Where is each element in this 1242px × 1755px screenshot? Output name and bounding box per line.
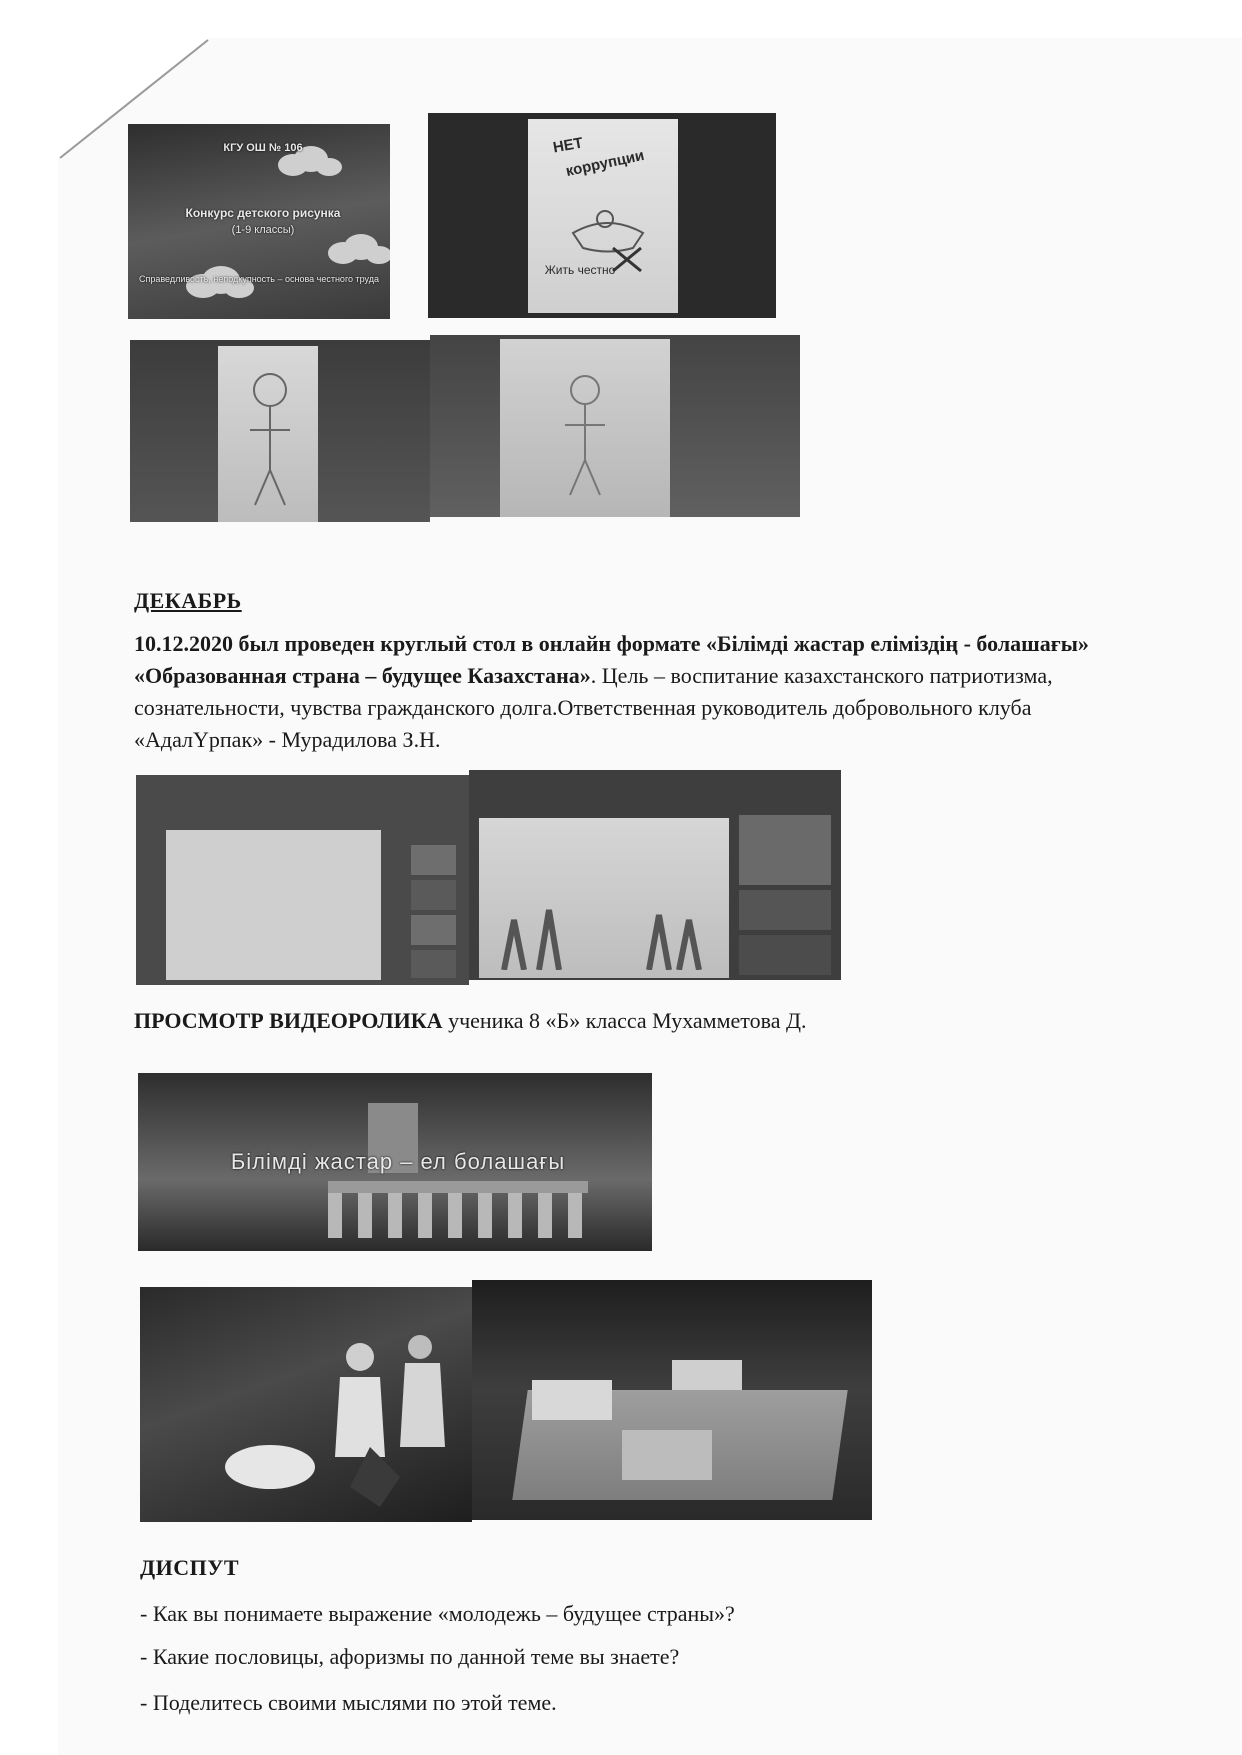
photo-video-frame <box>138 1073 652 1251</box>
dispute-question-1: - Как вы понимаете выражение «молодежь – будущее страны»? <box>140 1601 735 1626</box>
dispute-question-2: - Какие пословицы, афоризмы по данной теме вы знаете? <box>140 1644 680 1669</box>
poster-line-net: НЕТ <box>551 134 585 157</box>
poster-line-live-honestly: Жить честно <box>544 263 616 277</box>
december-paragraph-rest: . Цель – воспитание казахстанского патриотизма, сознательности, чувства гражданского долга.Ответственная руководитель добровольного клуба «АдалҮрпак» - Мурадилова З.Н. <box>134 663 1053 752</box>
slide-title: Конкурс детского рисунка <box>185 206 341 220</box>
photo-drawing-right <box>430 335 800 517</box>
slide-classes: (1-9 классы) <box>231 224 295 236</box>
slide-slogan: Справедливость, неподкупность – основа честного труда <box>138 274 380 284</box>
volunteers-figures <box>200 1327 460 1517</box>
video-line <box>134 1005 1134 1037</box>
photo-round-table-screen-left <box>136 775 469 985</box>
drawing-figure-2 <box>540 360 630 500</box>
december-paragraph <box>134 628 1164 756</box>
drawing-figure <box>230 360 310 510</box>
heading-dispute: ДИСПУТ <box>140 1555 240 1580</box>
video-caption: Білімді жастар – ел болашағы <box>230 1149 566 1174</box>
dispute-question-3: - Поделитесь своими мыслями по этой теме. <box>140 1690 557 1715</box>
video-line-bold: ПРОСМОТР ВИДЕОРОЛИКА <box>134 1008 443 1033</box>
december-paragraph-lead: 10.12.2020 был проведен круглый стол в онлайн формате «Білімді жастар еліміздің - болашағы» «Образованная страна – будущее Казахстана» <box>134 631 1089 688</box>
heading-december: ДЕКАБРЬ <box>134 588 242 613</box>
photo-volunteers-cleanup <box>140 1287 472 1522</box>
poster-drawing <box>563 193 653 273</box>
photo-exhibition-table <box>472 1280 872 1520</box>
video-line-rest: ученика 8 «Б» класса Мухамметова Д. <box>442 1008 807 1033</box>
poster-line-corruption: коррупции <box>564 146 646 181</box>
photo-drawing-left <box>130 340 430 522</box>
photo-contest-slide <box>128 124 390 319</box>
photo-anti-corruption-poster <box>428 113 776 318</box>
slide-silhouettes <box>499 890 709 970</box>
photo-round-table-screen-right <box>469 770 841 980</box>
slide-org-name: КГУ ОШ № 106 <box>223 142 303 154</box>
